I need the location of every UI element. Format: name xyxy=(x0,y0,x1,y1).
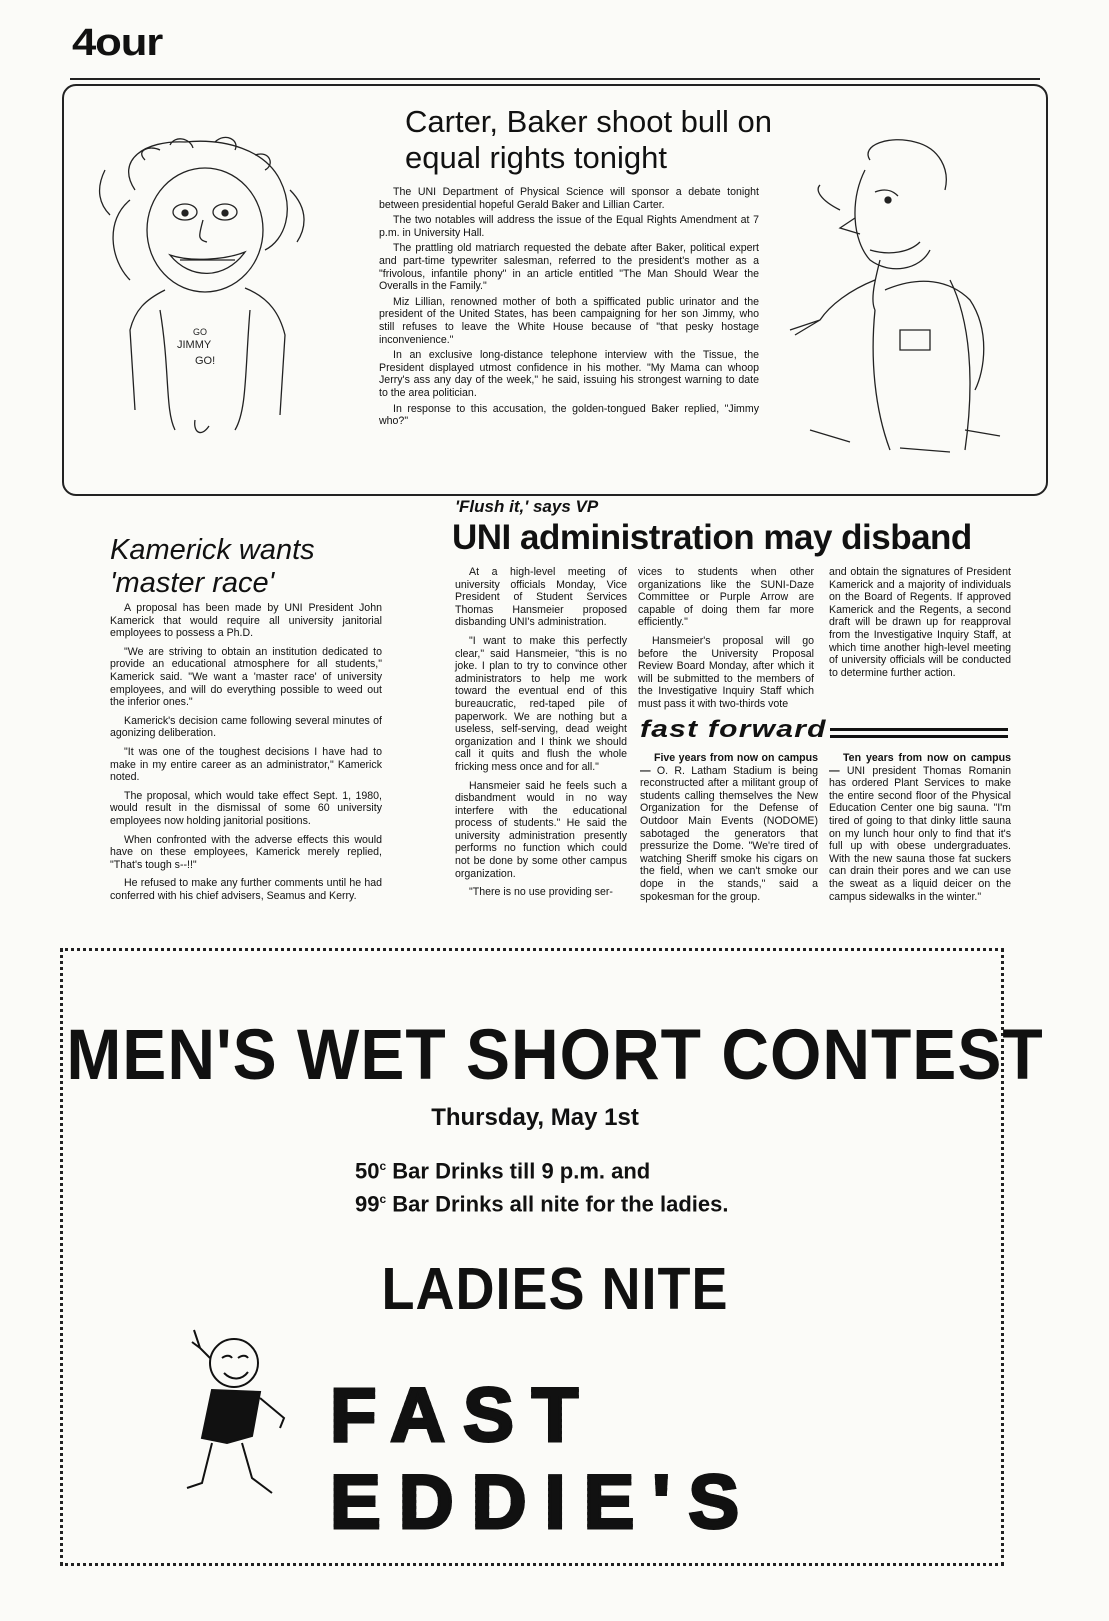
kamerick-paragraph: He refused to make any further comments until he had conferred with his chief advisers, Seamus and Kerry. xyxy=(110,877,382,902)
lead-paragraph: Miz Lillian, renowned mother of both a spifficated public urinator and the president of the United States, has been campaigning for her son Jimmy, who still refuses to leave the White House because of "that pesky hostage inconvenience." xyxy=(379,295,759,346)
ad-date: Thursday, May 1st xyxy=(431,1104,639,1131)
kamerick-paragraph: The proposal, which would take effect Sept. 1, 1980, would result in the dismissal of some 60 university employees now holding janitorial positions. xyxy=(110,789,382,827)
flush-paragraph: vices to students when other organizations like the SUNI-Daze Committee or Purple Arrow are capable of doing them far more efficiently." xyxy=(638,566,814,629)
flush-paragraph: "I want to make this perfectly clear," said Hansmeier, "this is no joke. I plan to try to convince other administrators to help me work toward the eventual end of this bureaucratic, red-taped pile of paperwork. We are nothing but a useless, self-serving, dead weight organization and I think we should call it quits and flush the whole fricking mess once and for all." xyxy=(455,634,627,773)
shirt-text-jimmy: JIMMY xyxy=(177,339,212,351)
flush-column-2 xyxy=(638,566,814,717)
flush-paragraph: "There is no use providing ser- xyxy=(469,886,613,899)
lead-paragraph: In an exclusive long-distance telephone interview with the Tissue, the President displayed utmost confidence in his mother. "My Mama can whoop Jerry's ass any day of the week," he said, issuing his strongest warning to date to the area politician. xyxy=(379,349,759,399)
fast-forward-item-2 xyxy=(829,752,1011,909)
price: 50 xyxy=(355,1158,380,1184)
flush-paragraph: and obtain the signatures of President Kamerick and a majority of individuals on the Board of Regents. If approved Kamerick and the Regents, a second draft will be drawn up for reapproval from the Investigative Inquiry Staff, at which time another high-level meeting of university officials will be conducted to determine further action. xyxy=(829,566,1011,679)
ad-special-1 xyxy=(355,1152,875,1185)
kamerick-body xyxy=(110,602,382,908)
ad-special-2 xyxy=(355,1185,875,1218)
baker-caricature xyxy=(780,130,1020,470)
ad-drink-specials xyxy=(355,1152,875,1219)
lead-paragraph: The two notables will address the issue of the Equal Rights Amendment at 7 p.m. in University Hall. xyxy=(379,214,759,239)
ad-subtitle: LADIES NITE xyxy=(381,1256,729,1322)
flush-column-1 xyxy=(455,566,627,905)
kamerick-headline: Kamerick wants 'master race' xyxy=(110,534,315,599)
flush-paragraph: Hansmeier said he feels such a disbandment would in no way interfere with the educational process of students." He said the university administration presently performs no function which could not be done by some other campus organization. xyxy=(455,779,627,880)
fast-forward-item-lead: Five years from now on campus — xyxy=(640,752,818,777)
kamerick-paragraph: When confronted with the adverse effects this would have on these employees, Kamerick merely replied, "That's tough s--!!" xyxy=(110,833,382,871)
shirt-text-go2: GO! xyxy=(195,355,216,367)
fast-forward-title: fast forward xyxy=(640,716,827,743)
fast-forward-item-text: UNI president Thomas Romanin has ordered Plant Services to make the entire second floor of the Physical Education Center one big sauna. "I'm tired of going to that dinky little sauna on my lunch hour only to find that it's full up with obese undergraduates. With the new sauna those fat suckers can drain their pores and we can use the sweat as a liquid deicer on the campus sidewalks in the winter." xyxy=(829,764,1011,903)
flush-column-3 xyxy=(829,566,1011,685)
fast-forward-item-text: O. R. Latham Stadium is being reconstructed after a militant group of students calling themselves the New Organization for the Defense of Outdoor Main Events (NODOME) sabotaged the generators that pressurize the Dome. "We're tired of watching Sheriff smoke his cigars on the field, when we can't smoke our dope in the stands," said a spokesman for the group. xyxy=(640,764,818,903)
lillian-carter-caricature xyxy=(75,120,335,450)
kamerick-paragraph: Kamerick's decision came following several minutes of agonizing deliberation. xyxy=(110,714,382,740)
fast-forward-item-lead: Ten years from now on campus— xyxy=(829,752,1011,777)
lead-paragraph: The UNI Department of Physical Science will sponsor a debate tonight between presidential hopeful Gerald Baker and Lillian Carter. xyxy=(379,186,759,211)
special-text: Bar Drinks till 9 p.m. and xyxy=(386,1158,651,1184)
special-text: Bar Drinks all nite for the ladies. xyxy=(386,1191,729,1217)
ad-title: MEN'S WET SHORT CONTEST xyxy=(66,1014,1044,1094)
fast-forward-rule xyxy=(830,728,1008,738)
fast-eddies-logo xyxy=(330,1372,1030,1546)
flush-headline: UNI administration may disband xyxy=(452,518,972,557)
flush-paragraph: Hansmeier's proposal will go before the University Proposal Review Board Monday, after which it will be submitted to the members of the Investigative Inquiry Staff which must pass it with two-thirds vote xyxy=(638,634,814,710)
lead-body xyxy=(379,186,759,431)
shirt-text-go: GO xyxy=(193,327,208,337)
cent-sign: c xyxy=(379,1159,387,1173)
page-number: 4our xyxy=(72,22,163,64)
kamerick-paragraph: "We are striving to obtain an institution dedicated to provide an educational atmosphere for all students," Kamerick said. "We want a 'master race' of university employees, and will do everything possible to weed out the inferior ones." xyxy=(110,645,382,709)
flush-paragraph: At a high-level meeting of university officials Monday, Vice President of Student Services Thomas Hansmeier proposed disbanding UNI's administration. xyxy=(455,566,627,629)
lead-paragraph: The prattling old matriarch requested the debate after Baker, political expert and part-time typewriter salesman, referred to the president's mother as a "frivolous, infantile phony" in an article entitled "The Man Should Wear the Overalls in the Family." xyxy=(379,242,759,293)
top-rule xyxy=(70,78,1040,80)
kamerick-paragraph: A proposal has been made by UNI President John Kamerick that would require all university janitorial employees to possess a Ph.D. xyxy=(110,602,382,640)
cent-sign: c xyxy=(379,1192,387,1207)
price: 99 xyxy=(355,1191,380,1217)
kamerick-paragraph: "It was one of the toughest decisions I have had to make in my entire career as an administrator," Kamerick noted. xyxy=(110,745,382,784)
fast-forward-item-1 xyxy=(640,752,818,909)
flush-kicker: 'Flush it,' says VP xyxy=(455,497,599,516)
fast-eddies-logo-text: FAST EDDIE'S xyxy=(330,1373,758,1545)
lead-paragraph: In response to this accusation, the golden-tongued Baker replied, "Jimmy who?" xyxy=(379,402,759,428)
lead-headline: Carter, Baker shoot bull on equal rights tonight xyxy=(405,104,773,175)
dancing-man-cartoon xyxy=(172,1318,302,1518)
